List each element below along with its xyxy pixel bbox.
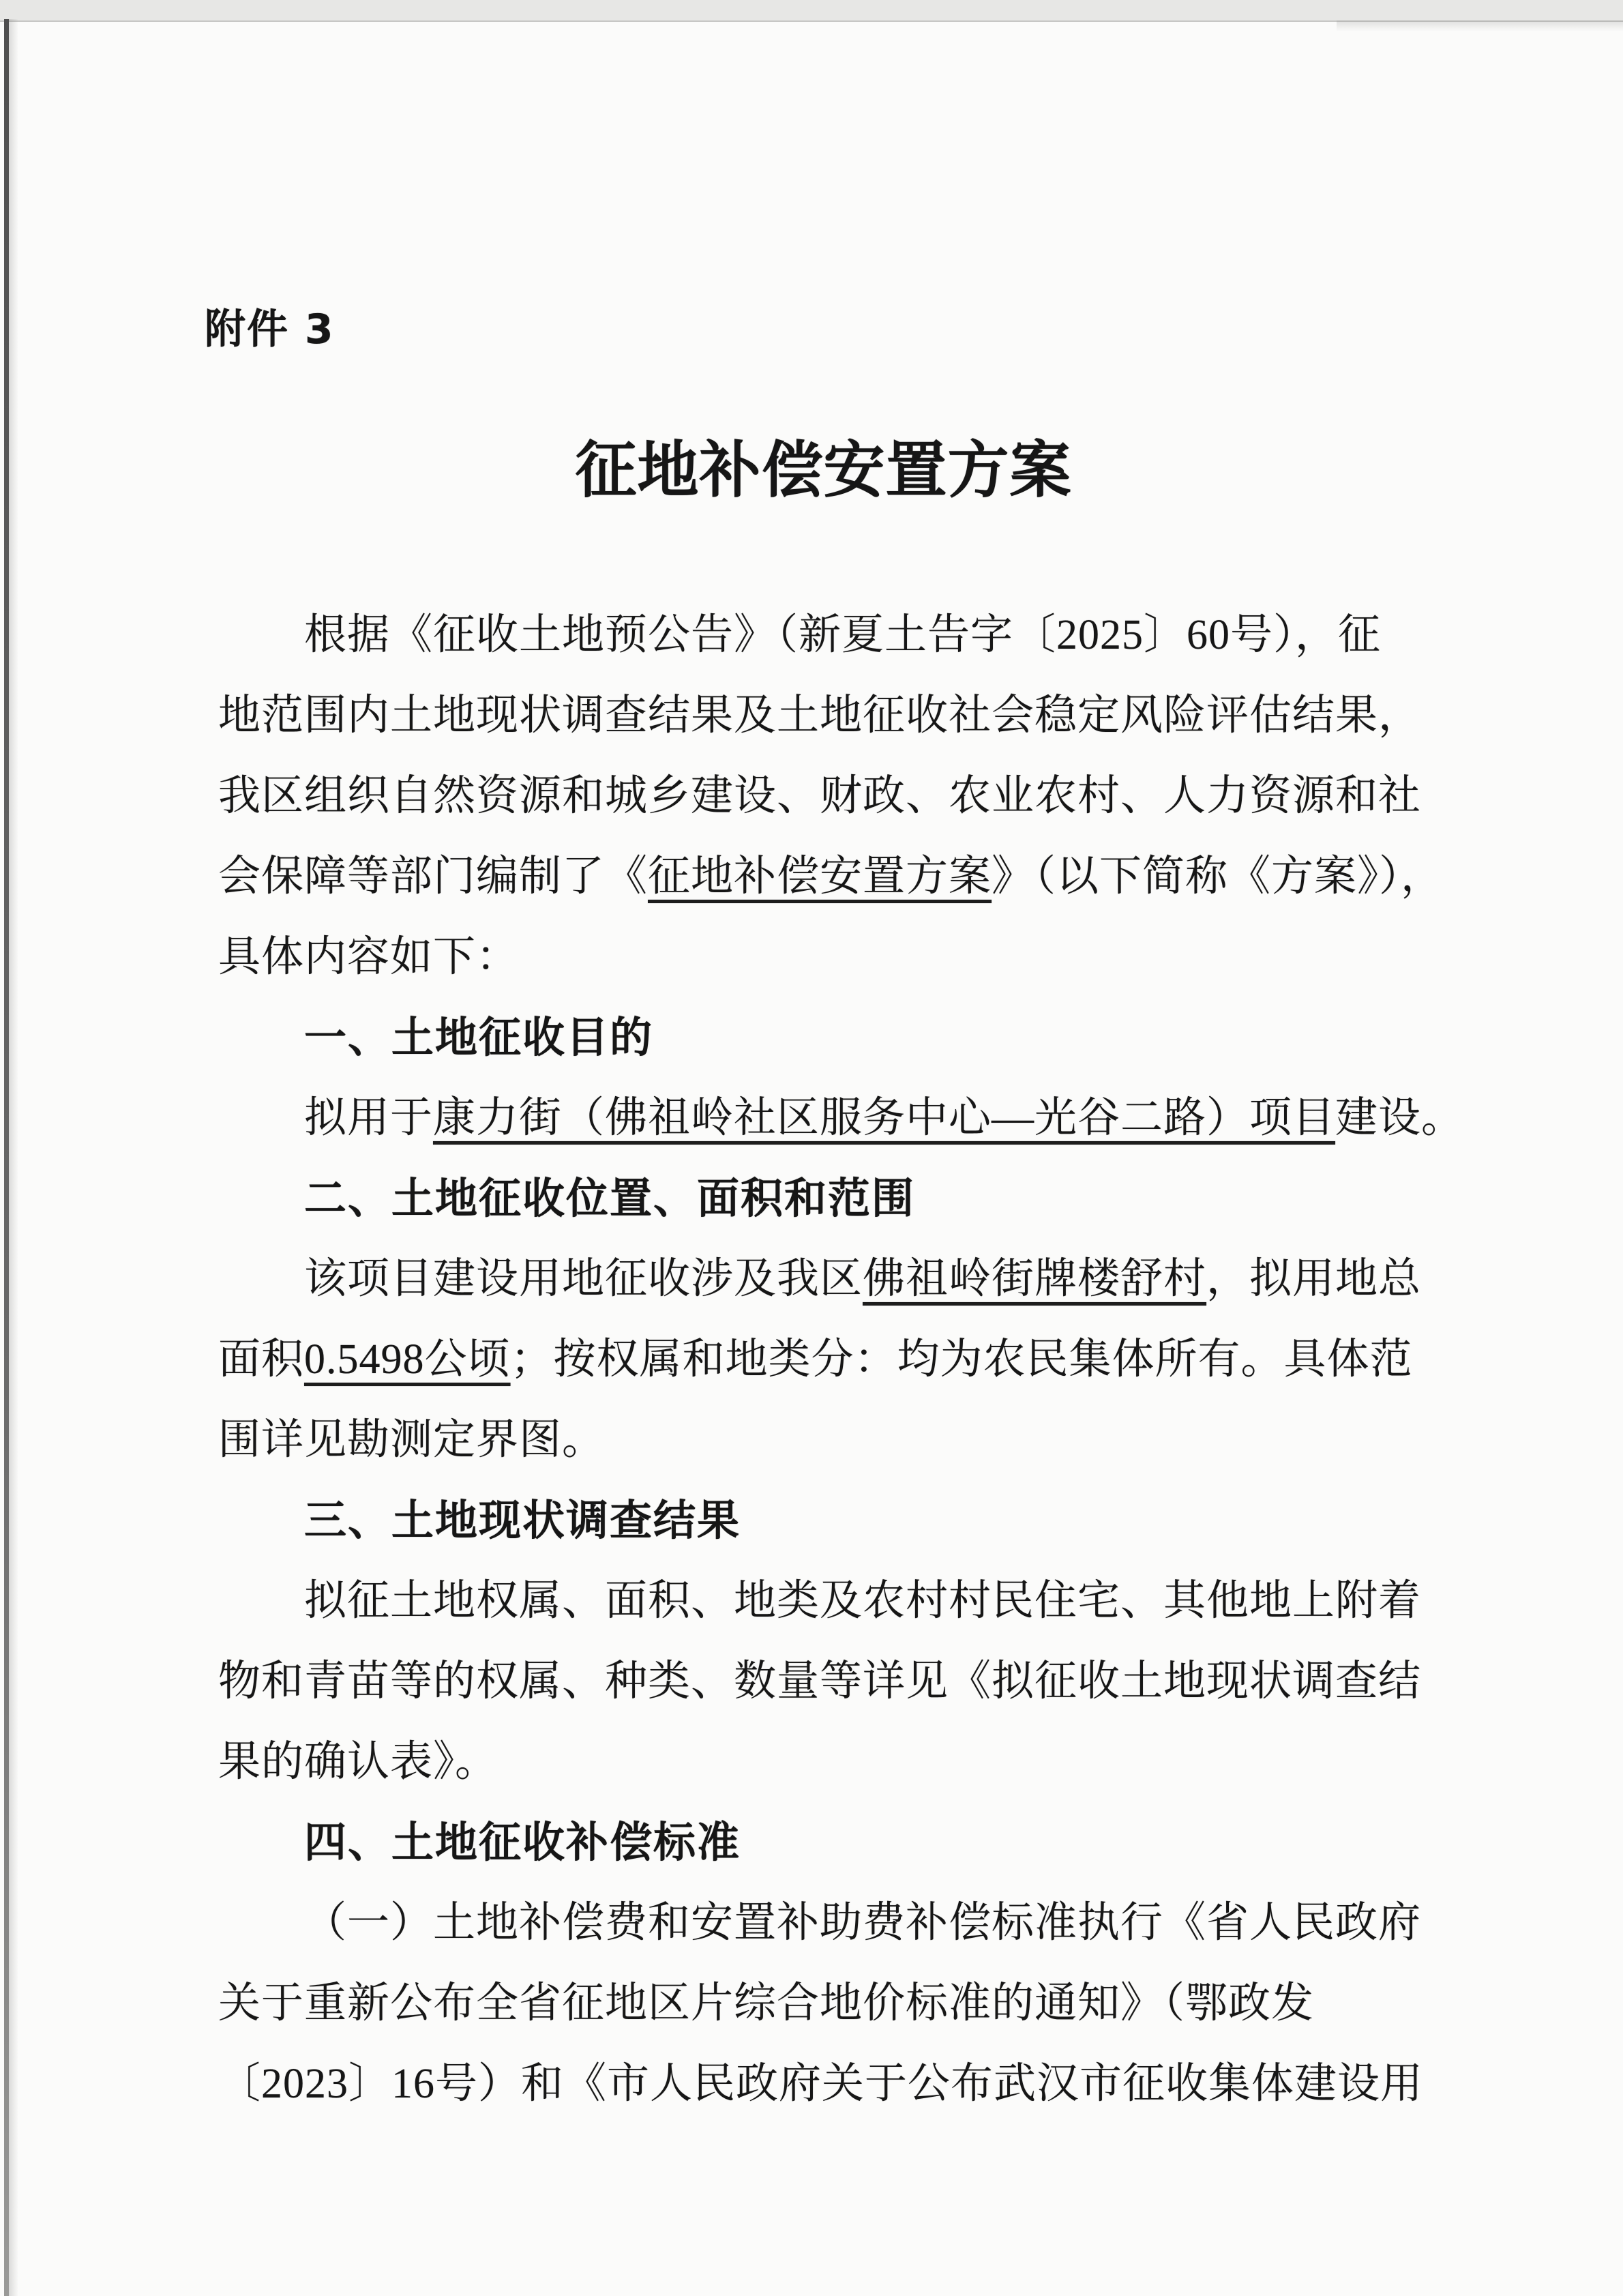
text-segment: 关于重新公布全省征地区片综合地价标准的通知》（鄂政发 xyxy=(218,1980,1315,2027)
text-segment: 果的确认表》。 xyxy=(218,1739,498,1785)
scan-top-right-shadow xyxy=(1337,20,1623,31)
text-line xyxy=(218,1641,1439,1722)
underlined-text: 佛祖岭街牌楼舒村 xyxy=(863,1256,1207,1302)
text-line xyxy=(218,1722,1439,1802)
text-line xyxy=(218,595,1439,675)
underlined-text: 康力街（佛祖岭社区服务中心—光谷二路）项目 xyxy=(433,1095,1336,1141)
text-segment: 根据《征收土地预公告》（新夏土告字〔2025〕60号），征 xyxy=(304,612,1382,658)
document-title: 征地补偿安置方案 xyxy=(575,437,1072,505)
text-segment: 地范围内土地现状调查结果及土地征收社会稳定风险评估结果， xyxy=(218,692,1422,739)
underlined-text: 0.5498公顷 xyxy=(304,1336,511,1383)
text-segment: 围详见勘测定界图。 xyxy=(218,1417,606,1463)
scan-top-edge xyxy=(0,0,1623,22)
document-body xyxy=(218,595,1465,2124)
text-segment: 建设。 xyxy=(1335,1095,1465,1141)
text-line xyxy=(218,2044,1439,2124)
text-line xyxy=(218,1963,1439,2044)
underlined-text: 征地补偿安置方案 xyxy=(648,853,992,900)
scan-left-shadow xyxy=(9,19,18,2296)
text-segment: 该项目建设用地征收涉及我区 xyxy=(304,1256,863,1302)
section-heading xyxy=(218,1480,1439,1561)
text-segment: ；按权属和地类分：均为农民集体所有。具体范 xyxy=(510,1336,1413,1383)
attachment-label: 附件 3 xyxy=(205,306,335,353)
text-segment: 四、土地征收补偿标准 xyxy=(304,1817,741,1867)
text-segment: 拟用于 xyxy=(304,1095,434,1141)
text-segment: 拟征土地权属、面积、地类及农村村民住宅、其他地上附着 xyxy=(304,1578,1422,1624)
text-line xyxy=(218,1883,1439,1963)
text-segment: 物和青苗等的权属、种类、数量等详见《拟征收土地现状调查结 xyxy=(218,1658,1422,1705)
text-segment: 一、土地征收目的 xyxy=(304,1012,654,1062)
text-segment: （一）土地补偿费和安置补助费补偿标准执行《省人民政府 xyxy=(304,1900,1422,1946)
text-segment: 面积 xyxy=(218,1336,305,1383)
section-heading xyxy=(218,1802,1439,1883)
text-line xyxy=(218,917,1439,997)
text-line xyxy=(218,836,1444,917)
text-line xyxy=(218,675,1439,756)
text-line xyxy=(218,1561,1439,1641)
text-segment: ，拟用地总 xyxy=(1206,1256,1422,1302)
text-line xyxy=(218,756,1439,836)
text-segment: 二、土地征收位置、面积和范围 xyxy=(304,1173,916,1223)
scan-left-edge xyxy=(4,19,9,2296)
text-line xyxy=(218,1319,1439,1400)
text-segment: 我区组织自然资源和城乡建设、财政、农业农村、人力资源和社 xyxy=(218,773,1422,819)
text-line xyxy=(218,1400,1439,1480)
text-segment: 会保障等部门编制了《 xyxy=(218,853,649,900)
section-heading xyxy=(218,1158,1439,1239)
text-segment: 三、土地现状调查结果 xyxy=(304,1495,741,1545)
section-heading xyxy=(218,997,1439,1078)
text-segment: 具体内容如下： xyxy=(218,934,520,980)
text-segment: 》（以下简称《方案》）， xyxy=(992,853,1444,900)
text-segment: 〔2023〕16号）和《市人民政府关于公布武汉市征收集体建设用 xyxy=(218,2061,1424,2107)
text-line xyxy=(218,1078,1465,1158)
text-line xyxy=(218,1239,1439,1319)
